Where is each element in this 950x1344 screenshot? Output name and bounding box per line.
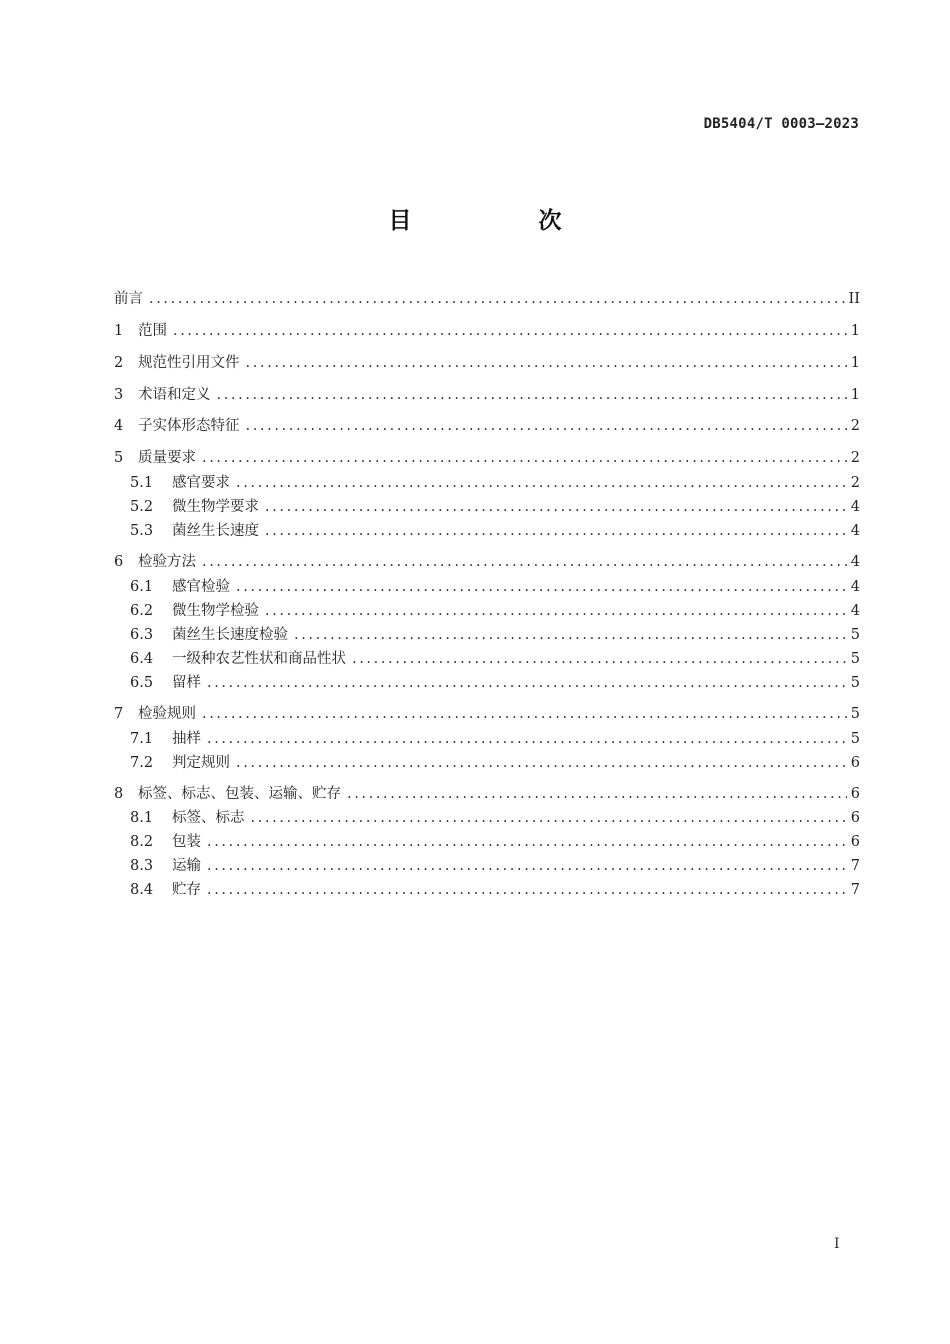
toc-dot-leader bbox=[207, 879, 847, 901]
page-number: I bbox=[834, 1236, 840, 1252]
toc-entry[interactable] bbox=[114, 415, 860, 437]
toc-dot-leader bbox=[246, 415, 847, 437]
toc-entry-label: 范围 bbox=[138, 323, 167, 339]
toc-entry-number: 6.4 bbox=[130, 651, 154, 667]
toc-entry-page: 5 bbox=[850, 731, 860, 747]
toc-entry-page: 4 bbox=[850, 523, 860, 539]
toc-entry[interactable] bbox=[130, 672, 860, 694]
toc-entry-label: 术语和定义 bbox=[138, 387, 211, 403]
toc-dot-leader bbox=[236, 472, 847, 494]
toc-entry-label: 菌丝生长速度检验 bbox=[172, 627, 288, 643]
toc-dot-leader bbox=[251, 807, 847, 829]
toc-entry-label: 前言 bbox=[114, 291, 143, 307]
toc-dot-leader bbox=[246, 352, 847, 374]
toc-dot-leader bbox=[207, 672, 847, 694]
toc-entry-page: 5 bbox=[850, 651, 860, 667]
toc-entry-page: 7 bbox=[850, 882, 860, 898]
toc-dot-leader bbox=[202, 447, 847, 469]
toc-dot-leader bbox=[352, 648, 847, 670]
toc-entry[interactable] bbox=[114, 447, 860, 469]
toc-entry-page: 2 bbox=[850, 475, 860, 491]
toc-entry-label: 一级种农艺性状和商品性状 bbox=[172, 651, 346, 667]
toc-dot-leader bbox=[207, 831, 847, 853]
toc-entry-label: 判定规则 bbox=[172, 755, 230, 771]
toc-entry-number: 8 bbox=[114, 786, 124, 802]
toc-entry[interactable] bbox=[114, 384, 860, 406]
toc-entry[interactable] bbox=[130, 728, 860, 750]
toc-dot-leader bbox=[173, 320, 847, 342]
document-code: DB5404/T 0003—2023 bbox=[703, 116, 859, 132]
toc-entry-page: 2 bbox=[850, 418, 860, 434]
toc-dot-leader bbox=[207, 855, 847, 877]
toc-dot-leader bbox=[265, 520, 847, 542]
toc-entry-label: 贮存 bbox=[172, 882, 201, 898]
toc-entry-number: 3 bbox=[114, 387, 124, 403]
toc-entry-label: 标签、标志、包装、运输、贮存 bbox=[138, 786, 341, 802]
toc-entry[interactable] bbox=[130, 624, 860, 646]
toc-entry-label: 标签、标志 bbox=[172, 810, 245, 826]
toc-entry-label: 规范性引用文件 bbox=[138, 355, 240, 371]
toc-entry-number: 7.1 bbox=[130, 731, 154, 747]
toc-entry[interactable] bbox=[130, 855, 860, 877]
toc-entry-number: 7 bbox=[114, 706, 124, 722]
toc-entry[interactable] bbox=[130, 520, 860, 542]
toc-entry-page: 7 bbox=[850, 858, 860, 874]
toc-dot-leader bbox=[149, 288, 845, 310]
toc-entry-label: 抽样 bbox=[172, 731, 201, 747]
toc-entry-number: 7.2 bbox=[130, 755, 154, 771]
toc-entry-number: 5.1 bbox=[130, 475, 154, 491]
toc-entry-number: 5 bbox=[114, 450, 124, 466]
toc-entry-label: 感官要求 bbox=[172, 475, 230, 491]
toc-entry[interactable] bbox=[130, 807, 860, 829]
toc-entry-label: 质量要求 bbox=[138, 450, 196, 466]
toc-entry-number: 8.3 bbox=[130, 858, 154, 874]
toc-entry-page: 6 bbox=[850, 786, 860, 802]
toc-entry[interactable] bbox=[130, 496, 860, 518]
toc-dot-leader bbox=[202, 551, 847, 573]
toc-dot-leader bbox=[265, 496, 847, 518]
toc-entry[interactable] bbox=[114, 288, 860, 310]
toc-entry[interactable] bbox=[130, 879, 860, 901]
toc-entry[interactable] bbox=[114, 551, 860, 573]
toc-entry-page: 1 bbox=[850, 355, 860, 371]
toc-entry-number: 5.3 bbox=[130, 523, 154, 539]
toc-entry-label: 子实体形态特征 bbox=[138, 418, 240, 434]
toc-entry-label: 检验方法 bbox=[138, 554, 196, 570]
toc-dot-leader bbox=[294, 624, 847, 646]
toc-entry-number: 6.2 bbox=[130, 603, 154, 619]
toc-entry-number: 6 bbox=[114, 554, 124, 570]
toc-dot-leader bbox=[265, 600, 847, 622]
toc-entry-number: 1 bbox=[114, 323, 124, 339]
toc-entry-label: 微生物学检验 bbox=[172, 603, 259, 619]
toc-entry-label: 留样 bbox=[172, 675, 201, 691]
toc-dot-leader bbox=[236, 576, 847, 598]
toc-entry-page: 5 bbox=[850, 706, 860, 722]
toc-dot-leader bbox=[347, 783, 847, 805]
toc-entry[interactable] bbox=[130, 648, 860, 670]
toc-entry-page: 4 bbox=[850, 554, 860, 570]
toc-entry[interactable] bbox=[114, 703, 860, 725]
toc-entry-number: 8.4 bbox=[130, 882, 154, 898]
toc-entry-label: 包装 bbox=[172, 834, 201, 850]
toc-entry-number: 8.2 bbox=[130, 834, 154, 850]
toc-entry[interactable] bbox=[114, 783, 860, 805]
toc-entry[interactable] bbox=[114, 320, 860, 342]
toc-entry[interactable] bbox=[130, 576, 860, 598]
toc-entry-page: 4 bbox=[850, 603, 860, 619]
toc-dot-leader bbox=[217, 384, 847, 406]
toc-entry-label: 微生物学要求 bbox=[172, 499, 259, 515]
toc-entry-label: 感官检验 bbox=[172, 579, 230, 595]
toc-entry-page: 2 bbox=[850, 450, 860, 466]
toc-dot-leader bbox=[236, 752, 847, 774]
toc-entry-page: 1 bbox=[850, 387, 860, 403]
toc-entry-page: 1 bbox=[850, 323, 860, 339]
toc-entry-page: 5 bbox=[850, 627, 860, 643]
toc-entry-page: 6 bbox=[850, 810, 860, 826]
toc-entry-page: 5 bbox=[850, 675, 860, 691]
toc-entry-number: 6.1 bbox=[130, 579, 154, 595]
toc-entry-label: 运输 bbox=[172, 858, 201, 874]
toc-entry[interactable] bbox=[130, 472, 860, 494]
toc-entry-label: 菌丝生长速度 bbox=[172, 523, 259, 539]
toc-dot-leader bbox=[207, 728, 847, 750]
toc-entry-number: 6.3 bbox=[130, 627, 154, 643]
toc-entry-number: 5.2 bbox=[130, 499, 154, 515]
toc-entry-page: II bbox=[848, 291, 860, 307]
toc-entry-number: 6.5 bbox=[130, 675, 154, 691]
toc-entry[interactable] bbox=[130, 752, 860, 774]
toc-entry-page: 6 bbox=[850, 834, 860, 850]
toc-entry-number: 4 bbox=[114, 418, 124, 434]
toc-entry-number: 8.1 bbox=[130, 810, 154, 826]
toc-entry-page: 4 bbox=[850, 499, 860, 515]
toc-dot-leader bbox=[202, 703, 847, 725]
toc-entry-page: 4 bbox=[850, 579, 860, 595]
toc-entry[interactable] bbox=[130, 831, 860, 853]
toc-entry-label: 检验规则 bbox=[138, 706, 196, 722]
toc-entry-page: 6 bbox=[850, 755, 860, 771]
toc-entry[interactable] bbox=[130, 600, 860, 622]
toc-entry[interactable] bbox=[114, 352, 860, 374]
page-title: 目 次 bbox=[388, 208, 614, 234]
toc-entry-number: 2 bbox=[114, 355, 124, 371]
